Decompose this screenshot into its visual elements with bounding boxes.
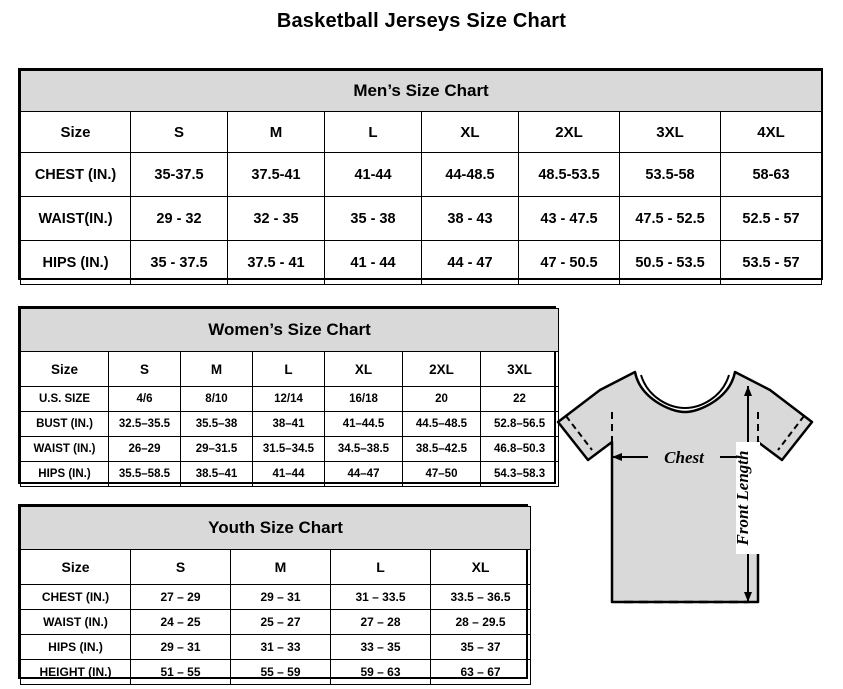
- womens-cell: 20: [403, 387, 481, 412]
- womens-header-3xl: 3XL: [481, 352, 559, 387]
- front-length-label: Front Length: [733, 450, 752, 546]
- mens-cell: 47.5 - 52.5: [620, 197, 721, 241]
- womens-cell: 54.3–58.3: [481, 462, 559, 487]
- mens-cell: 52.5 - 57: [721, 197, 822, 241]
- youth-cell: 33.5 – 36.5: [431, 585, 531, 610]
- table-row: [21, 610, 531, 635]
- youth-chart-caption: Youth Size Chart: [21, 507, 531, 550]
- mens-cell: 43 - 47.5: [519, 197, 620, 241]
- womens-cell: 38.5–42.5: [403, 437, 481, 462]
- mens-cell: 47 - 50.5: [519, 241, 620, 285]
- youth-size-table: [20, 506, 531, 685]
- mens-header-2xl: 2XL: [519, 112, 620, 153]
- mens-header-3xl: 3XL: [620, 112, 721, 153]
- jersey-outline: [558, 372, 812, 602]
- youth-row-label: HIPS (IN.): [21, 635, 131, 660]
- youth-header-l: L: [331, 550, 431, 585]
- mens-header-m: M: [228, 112, 325, 153]
- mens-cell: 32 - 35: [228, 197, 325, 241]
- mens-cell: 44 - 47: [422, 241, 519, 285]
- mens-cell: 38 - 43: [422, 197, 519, 241]
- womens-cell: 38.5–41: [181, 462, 253, 487]
- table-row: [21, 197, 822, 241]
- youth-row-label: WAIST (IN.): [21, 610, 131, 635]
- womens-header-m: M: [181, 352, 253, 387]
- table-row: [21, 660, 531, 685]
- womens-cell: 41–44.5: [325, 412, 403, 437]
- womens-cell: 4/6: [109, 387, 181, 412]
- womens-cell: 35.5–38: [181, 412, 253, 437]
- womens-cell: 22: [481, 387, 559, 412]
- womens-chart-caption: Women’s Size Chart: [21, 309, 559, 352]
- womens-header-size: Size: [21, 352, 109, 387]
- womens-row-label: HIPS (IN.): [21, 462, 109, 487]
- table-row: [21, 387, 559, 412]
- mens-cell: 53.5 - 57: [721, 241, 822, 285]
- youth-row-label: HEIGHT (IN.): [21, 660, 131, 685]
- womens-size-table: [20, 308, 559, 487]
- womens-cell: 12/14: [253, 387, 325, 412]
- youth-cell: 27 – 28: [331, 610, 431, 635]
- womens-cell: 44–47: [325, 462, 403, 487]
- youth-header-size: Size: [21, 550, 131, 585]
- youth-cell: 51 – 55: [131, 660, 231, 685]
- table-row: [21, 462, 559, 487]
- womens-cell: 38–41: [253, 412, 325, 437]
- womens-cell: 46.8–50.3: [481, 437, 559, 462]
- mens-chart-caption: Men’s Size Chart: [21, 71, 822, 112]
- mens-cell: 41 - 44: [325, 241, 422, 285]
- table-row: [21, 635, 531, 660]
- table-row: [21, 585, 531, 610]
- page-title: Basketball Jerseys Size Chart: [276, 10, 567, 32]
- youth-header-row: [21, 550, 531, 585]
- mens-cell: 44-48.5: [422, 153, 519, 197]
- mens-row-label: CHEST (IN.): [21, 153, 131, 197]
- jersey-diagram-svg: [540, 350, 832, 650]
- womens-cell: 34.5–38.5: [325, 437, 403, 462]
- youth-cell: 28 – 29.5: [431, 610, 531, 635]
- womens-cell: 31.5–34.5: [253, 437, 325, 462]
- mens-header-l: L: [325, 112, 422, 153]
- womens-size-chart: [18, 306, 556, 484]
- womens-cell: 41–44: [253, 462, 325, 487]
- mens-row-label: HIPS (IN.): [21, 241, 131, 285]
- mens-header-xl: XL: [422, 112, 519, 153]
- mens-cell: 58-63: [721, 153, 822, 197]
- youth-cell: 31 – 33.5: [331, 585, 431, 610]
- youth-header-xl: XL: [431, 550, 531, 585]
- youth-cell: 33 – 35: [331, 635, 431, 660]
- table-row: [21, 412, 559, 437]
- mens-cell: 35-37.5: [131, 153, 228, 197]
- mens-size-table: [20, 70, 822, 285]
- youth-cell: 55 – 59: [231, 660, 331, 685]
- womens-cell: 52.8–56.5: [481, 412, 559, 437]
- table-row: [21, 153, 822, 197]
- mens-cell: 35 - 38: [325, 197, 422, 241]
- youth-header-m: M: [231, 550, 331, 585]
- youth-cell: 27 – 29: [131, 585, 231, 610]
- womens-header-2xl: 2XL: [403, 352, 481, 387]
- youth-cell: 35 – 37: [431, 635, 531, 660]
- youth-cell: 25 – 27: [231, 610, 331, 635]
- youth-cell: 24 – 25: [131, 610, 231, 635]
- womens-cell: 29–31.5: [181, 437, 253, 462]
- youth-cell: 31 – 33: [231, 635, 331, 660]
- table-row: [21, 437, 559, 462]
- youth-row-label: CHEST (IN.): [21, 585, 131, 610]
- mens-cell: 37.5 - 41: [228, 241, 325, 285]
- mens-size-chart: [18, 68, 823, 280]
- mens-header-row: [21, 112, 822, 153]
- chest-label: Chest: [664, 448, 704, 467]
- womens-header-row: [21, 352, 559, 387]
- womens-cell: 16/18: [325, 387, 403, 412]
- womens-cell: 26–29: [109, 437, 181, 462]
- womens-row-label: WAIST (IN.): [21, 437, 109, 462]
- womens-header-xl: XL: [325, 352, 403, 387]
- mens-cell: 37.5-41: [228, 153, 325, 197]
- womens-row-label: U.S. SIZE: [21, 387, 109, 412]
- womens-cell: 8/10: [181, 387, 253, 412]
- mens-cell: 35 - 37.5: [131, 241, 228, 285]
- mens-row-label: WAIST(IN.): [21, 197, 131, 241]
- mens-header-size: Size: [21, 112, 131, 153]
- youth-cell: 59 – 63: [331, 660, 431, 685]
- womens-cell: 44.5–48.5: [403, 412, 481, 437]
- womens-header-s: S: [109, 352, 181, 387]
- youth-cell: 29 – 31: [231, 585, 331, 610]
- youth-header-s: S: [131, 550, 231, 585]
- mens-cell: 53.5-58: [620, 153, 721, 197]
- jersey-measurement-diagram: [540, 350, 832, 650]
- womens-cell: 47–50: [403, 462, 481, 487]
- womens-header-l: L: [253, 352, 325, 387]
- youth-cell: 63 – 67: [431, 660, 531, 685]
- womens-cell: 32.5–35.5: [109, 412, 181, 437]
- mens-header-4xl: 4XL: [721, 112, 822, 153]
- womens-cell: 35.5–58.5: [109, 462, 181, 487]
- youth-cell: 29 – 31: [131, 635, 231, 660]
- mens-cell: 48.5-53.5: [519, 153, 620, 197]
- youth-size-chart: [18, 504, 528, 679]
- mens-cell: 41-44: [325, 153, 422, 197]
- mens-cell: 29 - 32: [131, 197, 228, 241]
- womens-row-label: BUST (IN.): [21, 412, 109, 437]
- mens-cell: 50.5 - 53.5: [620, 241, 721, 285]
- table-row: [21, 241, 822, 285]
- mens-header-s: S: [131, 112, 228, 153]
